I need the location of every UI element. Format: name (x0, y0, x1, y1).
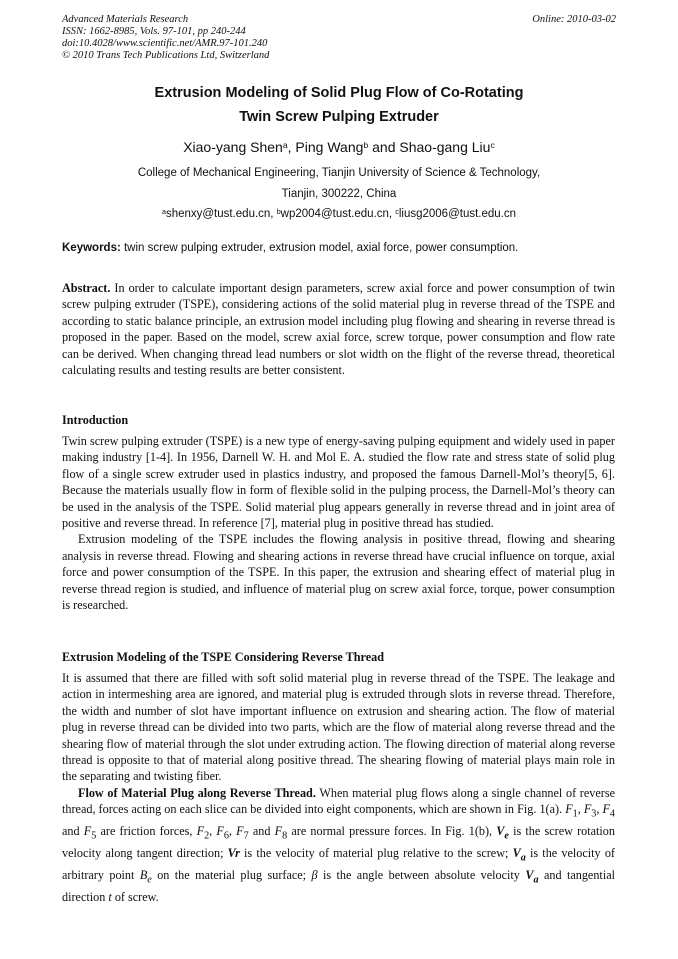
var-beta: β (311, 867, 318, 882)
email-b-sup: b (276, 208, 281, 217)
doi-line: doi:10.4028/www.scientific.net/AMR.97-101.240 (62, 38, 268, 49)
text-run: is the velocity of arbitrary point (62, 845, 615, 882)
abstract-label: Abstract. (62, 281, 111, 295)
text-run: are normal pressure forces. In Fig. 1(b), (287, 824, 497, 839)
subscript: 8 (282, 830, 288, 842)
text-run: and (248, 824, 275, 839)
text-run: is the screw rotation velocity along tangent direction; (62, 824, 615, 860)
author-2-sup: b (363, 139, 369, 150)
text-run: , (577, 802, 584, 817)
text-run: are friction forces, (96, 824, 197, 839)
text-run: and tangential direction (62, 867, 615, 904)
var-Vr: Vr (227, 845, 240, 860)
email-b: wp2004@tust.edu.cn, (280, 208, 396, 220)
author-emails (62, 205, 616, 223)
abstract (62, 280, 615, 378)
title-line-2: Twin Screw Pulping Extruder (239, 109, 439, 125)
subscript: a (520, 852, 526, 864)
affiliation-line-2: Tianjin, 300222, China (281, 188, 397, 200)
var-F: F (216, 824, 224, 839)
text-run: is the angle between absolute velocity (317, 867, 526, 882)
abstract-text: In order to calculate important design parameters, screw axial force and power consumption of twin screw pulping extruder (TSPE), considering actions of the solid material plug in reverse thread of the TSPE and according to static balance principle, an extrusion model including plug flowing and shearing in reverse thread is proposed in the paper. Based on the model, screw axial force, screw torque, power consumption and flow rate can be derived. When changing thread lead numbers or slot width on the flight of the reverse thread, theoretical calculating results and testing results are better consistent. (62, 281, 615, 378)
text-run: of screw. (111, 889, 159, 904)
affiliation (62, 163, 616, 205)
email-a: shenxy@tust.edu.cn, (165, 208, 277, 220)
author-1: Xiao-yang Shen (183, 139, 283, 155)
running-header (62, 14, 616, 62)
var-V: V (525, 867, 534, 882)
var-B: B (139, 867, 148, 882)
var-F: F (83, 824, 92, 839)
subscript: e (147, 874, 152, 886)
paper-title (62, 81, 616, 129)
author-1-sup: a (282, 139, 288, 150)
subscript: e (504, 830, 509, 842)
introduction-paragraph-1: Twin screw pulping extruder (TSPE) is a new type of energy-saving pulping equipment and widely used in paper making industry [1-4]. In 1956, Darnell W. H. and Mol E. A. studied the flow rate and stress state of solid plug flow of a single screw extruder used in plastics industry, and proposed the famous Darnell-Mol’s theory[5, 6]. Because the materials usually flow in form of flexible solid in the pulping process, the Darnell-Mol’s theory can be used in the analysis of the TSPE. Solid material plug appears generally in reverse thread and in joint area of positive and reverse thread. In reference [7], material plug in positive thread has studied. (62, 434, 615, 531)
var-t: t (108, 889, 112, 904)
var-F: F (236, 824, 244, 839)
introduction-section (62, 412, 615, 613)
subscript: 2 (204, 830, 210, 842)
var-F: F (565, 802, 573, 817)
model-paragraph-2 (62, 785, 615, 905)
model-heading: Extrusion Modeling of the TSPE Considering Reverse Thread (62, 650, 384, 664)
text-run: and (62, 824, 84, 839)
model-section (62, 649, 615, 905)
title-line-1: Extrusion Modeling of Solid Plug Flow of Co-Rotating (154, 85, 524, 101)
var-F: F (602, 802, 610, 817)
email-a-sup: a (161, 208, 166, 217)
introduction-heading: Introduction (62, 413, 129, 427)
text-run: , (209, 824, 217, 839)
copyright-line: © 2010 Trans Tech Publications Ltd, Switzerland (62, 50, 270, 61)
keywords-text: twin screw pulping extruder, extrusion model, axial force, power consumption. (120, 242, 519, 254)
subscript: 4 (609, 808, 615, 820)
text-run: , (228, 824, 237, 839)
var-F: F (196, 824, 205, 839)
email-c-sup: c (395, 208, 399, 217)
author-3: and Shao-gang Liu (368, 139, 491, 155)
subscript: a (533, 874, 539, 886)
issn-line: ISSN: 1662-8985, Vols. 97-101, pp 240-244 (62, 26, 246, 37)
keywords-label: Keywords: (62, 242, 121, 254)
var-V: V (512, 845, 521, 860)
author-3-sup: c (490, 139, 495, 150)
subscript: 7 (243, 830, 249, 842)
text-run: When material plug flows along a single channel of reverse thread, forces acting on each slice can be divided into eight components, which are shown in Fig. 1(a). (62, 785, 615, 817)
online-date: Online: 2010-03-02 (532, 14, 616, 25)
text-run: , (596, 802, 603, 817)
subscript: 5 (91, 830, 97, 842)
var-F: F (583, 802, 592, 817)
text-run: is the velocity of material plug relative to the screw; (239, 845, 513, 860)
email-c: liusg2006@tust.edu.cn (398, 208, 517, 220)
var-F: F (274, 824, 283, 839)
subscript: 3 (591, 808, 597, 820)
introduction-paragraph-2: Extrusion modeling of the TSPE includes the flowing analysis in positive thread, flowing and shearing analysis in reverse thread. Flowing and shearing actions in reverse thread have crucial influence on torque, axial force and power consumption of the TSPE. In this paper, the extrusion and shearing effect of material plug in reverse thread region is studied, and influence of material plug on screw axial force, torque, power consumption is researched. (62, 532, 615, 613)
journal-name: Advanced Materials Research (62, 14, 189, 25)
subscript: 6 (223, 830, 229, 842)
subscript: 1 (572, 808, 578, 820)
model-paragraph-1: It is assumed that there are filled with soft solid material plug in reverse thread of the TSPE. The leakage and action in intermeshing area are ignored, and material plug is extruded through slots in reverse thread. Therefore, the width and number of slot have important influence on extrusion and shearing action. The flow of material plug in reverse thread can be divided into two parts, which are the flow of material along reverse thread and the shearing flow of material through the slot under extruding action. The flowing direction of material along reverse thread is opposite to that of material along positive thread. The shearing flowing of material plays main role in the separating and twisting fiber. (62, 671, 615, 784)
author-2: , Ping Wang (287, 139, 364, 155)
text-run: on the material plug surface; (151, 867, 312, 882)
keywords (62, 240, 616, 256)
author-list (62, 138, 616, 156)
affiliation-line-1: College of Mechanical Engineering, Tianjin University of Science & Technology, (137, 167, 541, 179)
subheading-flow: Flow of Material Plug along Reverse Thread. (78, 785, 316, 800)
var-V: V (496, 824, 505, 839)
